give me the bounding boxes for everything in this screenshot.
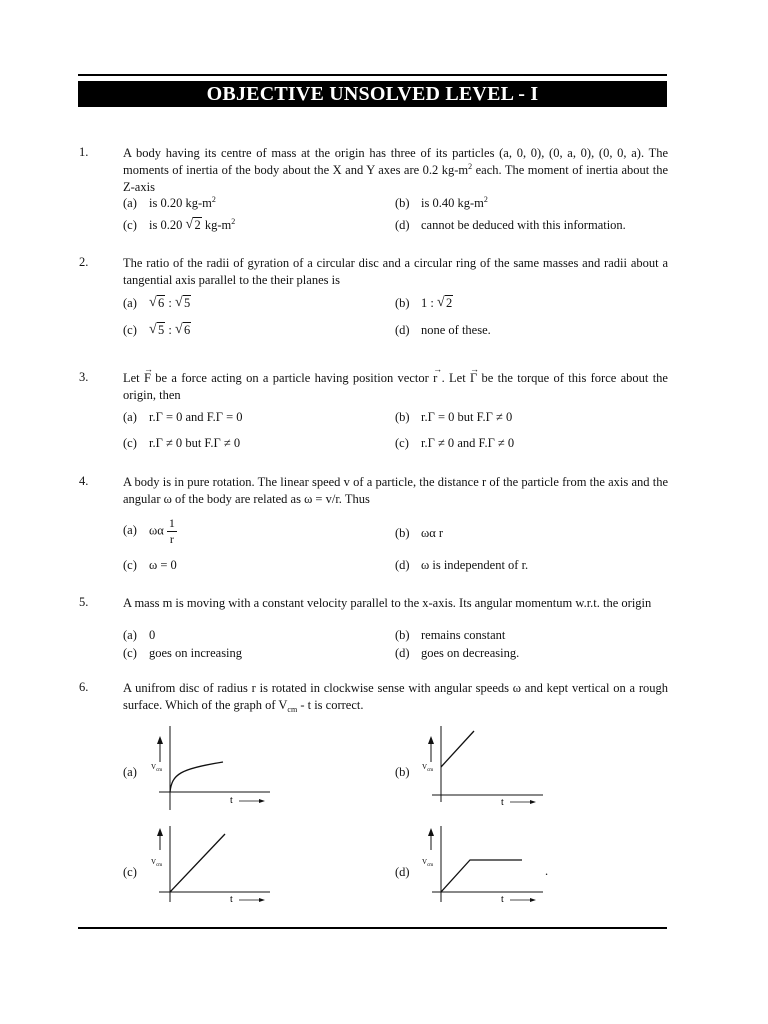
q2-number: 2.	[79, 255, 89, 269]
q6-option-a-label[interactable]: (a)	[123, 765, 137, 779]
y-axis-label: $V_{cm}$	[151, 858, 163, 868]
bottom-rule	[78, 927, 667, 929]
q4-option-c[interactable]: (c) ω = 0	[123, 558, 177, 572]
curve-sqrt	[170, 762, 223, 792]
q4-option-b[interactable]: (b) ωα r	[395, 526, 444, 540]
y-axis-label: $V_{cm}$	[151, 763, 163, 773]
page-title: OBJECTIVE UNSOLVED LEVEL - I	[78, 81, 667, 107]
fraction: $\frac{1}{r}$	[168, 516, 175, 546]
q5-option-a[interactable]: (a) 0	[123, 628, 156, 642]
q2-option-d[interactable]: (d) none of these.	[395, 323, 491, 337]
q6-option-d-label[interactable]: (d)	[395, 865, 410, 879]
arrowhead-up	[428, 736, 434, 744]
y-axis-label: $V_{cm}$	[422, 763, 434, 773]
q1-option-c[interactable]: (c) is 0.20 √ 2 $kg-m^2$	[123, 218, 235, 233]
x-axis-label: t	[230, 795, 233, 806]
stray-period: .	[545, 864, 549, 878]
q3-number: 3.	[79, 370, 89, 384]
q6-graph-c[interactable]	[145, 822, 275, 912]
q3-option-d[interactable]: (c) r.Γ ≠ 0 and F.Γ ≠ 0	[395, 436, 515, 450]
q6-option-c-label[interactable]: (c)	[123, 865, 137, 879]
sqrt-symbol: √ 6	[149, 296, 165, 311]
line-offset	[441, 731, 474, 767]
q6-graph-a[interactable]	[145, 722, 275, 812]
q6-graph-b[interactable]	[416, 722, 546, 812]
q6-text: A unifrom disc of radius r is rotated in clockwise sense with angular speeds ω and kept vertical on a rough surface. Which of the graph of $V_{cm}$ - t is correct.	[123, 681, 668, 714]
q4-option-d[interactable]: (d) ω is independent of r.	[395, 558, 529, 572]
q2-text: The ratio of the radii of gyration of a circular disc and a circular ring of the same masses and radii about a tangential axis parallel to the their planes is	[123, 256, 668, 287]
q3-option-a[interactable]: (a) r.Γ = 0 and F.Γ = 0	[123, 410, 243, 424]
q6-option-b-label[interactable]: (b)	[395, 765, 410, 779]
sqrt-symbol: √ 2	[185, 218, 201, 233]
arrowhead-up	[157, 736, 163, 744]
q4-option-a[interactable]: (a) ωα $\frac{1}{r}$	[123, 516, 175, 546]
q4-number: 4.	[79, 474, 89, 488]
q2-option-a[interactable]: (a)√ 6 : √ 5	[123, 296, 191, 311]
sqrt-symbol: √ 5	[149, 323, 165, 338]
q2-option-b[interactable]: (b) 1 : √ 2	[395, 296, 453, 311]
q2-option-c[interactable]: (c)√ 5 : √ 6	[123, 323, 191, 338]
q3-option-c[interactable]: (c) r.Γ ≠ 0 but F.Γ ≠ 0	[123, 436, 241, 450]
q6-number: 6.	[79, 680, 89, 694]
top-rule-thick	[78, 74, 667, 76]
line-origin	[170, 834, 225, 892]
sqrt-symbol: √ 5	[175, 296, 191, 311]
q3-option-b[interactable]: (b) r.Γ = 0 but F.Γ ≠ 0	[395, 410, 513, 424]
q5-text: A mass m is moving with a constant velocity parallel to the x-axis. Its angular momentum w.r.t. the origin	[123, 596, 652, 610]
q5-option-d[interactable]: (d) goes on decreasing.	[395, 646, 520, 660]
x-axis-label: t	[501, 894, 504, 905]
x-axis-label: t	[501, 797, 504, 808]
arrowhead-up	[157, 828, 163, 836]
q6-graph-d[interactable]	[416, 822, 549, 912]
q5-option-c[interactable]: (c) goes on increasing	[123, 646, 243, 660]
q1-text: A body having its centre of mass at the origin has three of its particles (a, 0, 0), (0, a, 0), (0, 0, a). The moments of inertia of the body about the X and Y axes are 0.2 $kg-m^2$ each. The moment of inertia about the Z-axis	[123, 146, 668, 194]
q5-option-b[interactable]: (b) remains constant	[395, 628, 506, 642]
sqrt-symbol: √ 6	[175, 323, 191, 338]
line-ramp-plateau	[441, 860, 522, 892]
x-axis-label: t	[230, 894, 233, 905]
q1-option-d[interactable]: (d) cannot be deduced with this information.	[395, 218, 626, 232]
q3-text: Let → F be a force acting on a particle having position vector → r . Let → Γ be the torque of this force about the origin, then	[123, 370, 668, 404]
q4-text: A body is in pure rotation. The linear speed v of a particle, the distance r of the particle from the axis and the angular ω of the body are related as ω = v/r. Thus	[123, 475, 668, 506]
q1-number: 1.	[79, 145, 89, 159]
sqrt-symbol: √ 2	[437, 296, 453, 311]
y-axis-label: $V_{cm}$	[422, 858, 434, 868]
q1-option-a[interactable]: (a) is 0.20 $kg-m^2$	[123, 195, 216, 210]
arrowhead-up	[428, 828, 434, 836]
q1-option-b[interactable]: (b) is 0.40 $kg-m^2$	[395, 195, 488, 210]
q5-number: 5.	[79, 595, 89, 609]
